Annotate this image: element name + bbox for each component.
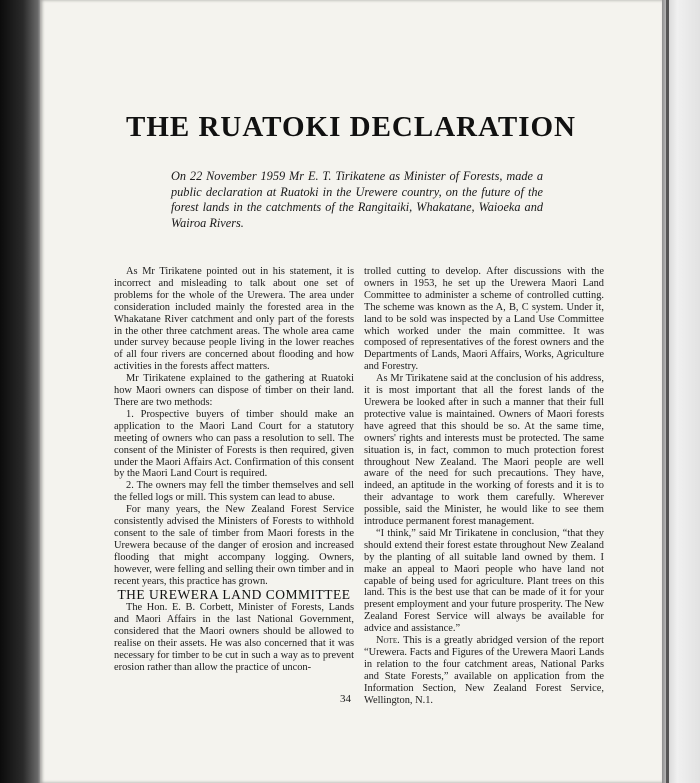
body-paragraph: 2. The owners may fell the timber themselves and sell the felled logs or mill. This system can lead to abuse. xyxy=(114,480,354,504)
scan-edge-right xyxy=(662,0,700,783)
scan-shadow-left xyxy=(0,0,42,783)
right-column xyxy=(364,266,604,707)
body-paragraph: As Mr Tirikatene pointed out in his statement, it is incorrect and misleading to talk about one set of problems for the whole of the Urewera. The area under consideration included mainly the forested area in the Whakatane River catchment and only part of the forests in the other three catchment areas. The whole area came under survey because people living in the lower reaches of all four rivers are concerned about flooding and how activities in the forests affect matters. xyxy=(114,266,354,373)
page-title: THE RUATOKI DECLARATION xyxy=(125,111,576,143)
note-text: This is a greatly abridged version of the report “Urewera. Facts and Figures of the Urewera Maori Lands in relation to the four catchment areas, National Parks and State Forests,” available on application from the Information Section, New Zealand Forest Service, Wellington, N.1. xyxy=(364,635,604,706)
body-paragraph: For many years, the New Zealand Forest Service consistently advised the Ministers of Forests to withhold consent to the sale of timber from Maori forests in the Urewera because of the danger of erosion and increased flooding that might accompany logging. Owners, however, were felling and selling their own timber and in recent years, this practice has grown. xyxy=(114,504,354,587)
section-heading: THE UREWERA LAND COMMITTEE xyxy=(117,587,351,603)
body-paragraph: “I think,” said Mr Tirikatene in conclusion, “that they should extend their forest estate throughout New Zealand by the planting of all suitable land owned by them. I make an appeal to Maori people who have land not capable of being used for agriculture. Plant trees on this land. This is the best use that can be made of it for your present employment and your future prosperity. The New Zealand Forest Service will always be available for advice and assistance.” xyxy=(364,527,604,635)
note-paragraph xyxy=(364,635,604,706)
page-edge-line xyxy=(666,0,669,783)
body-paragraph: Mr Tirikatene explained to the gathering at Ruatoki how Maori owners can dispose of timber on their land. There are two methods: xyxy=(114,373,354,408)
intro-paragraph: On 22 November 1959 Mr E. T. Tirikatene as Minister of Forests, made a public declaration at Ruatoki in the Urewere country, on the future of the forest lands in the catchments of the Rangitaiki, Whakatane, Waioeka and Wairoa Rivers. xyxy=(171,169,543,230)
body-paragraph: The Hon. E. B. Corbett, Minister of Forests, Lands and Maori Affairs in the last National Government, considered that the Maori owners should be allowed to realise on their assets. He was also concerned that it was necessary for timber to be cut in such a way as to prevent erosion rather than allow the practice of uncon- xyxy=(114,602,354,673)
body-paragraph: As Mr Tirikatene said at the conclusion of his address, it is most important that all the forest lands of the Urewera be looked after in such a manner that their full protective value is maintained. Owners of Maori forests have agreed that this should be so. At the same time, owners' rights and interests must be protected. The same situation is, in fact, common to much protection forest throughout New Zealand. The Maori people are well aware of the need for such precautions. They have, indeed, an aptitude in the working of forests and it is to their advantage to work them carefully. Wherever possible, said the Minister, he would like to see them introduce permanent forest management. xyxy=(364,373,604,528)
page-number: 34 xyxy=(340,693,351,705)
body-paragraph: 1. Prospective buyers of timber should make an application to the Maori Land Court for a statutory meeting of owners who can pass a resolution to sell. The consent of the Minister of Forests is then required, given under the Maori Affairs Act. Confirmation of this consent by the Maori Land Court is required. xyxy=(114,408,354,480)
note-label: Note. xyxy=(376,635,400,647)
body-paragraph: trolled cutting to develop. After discussions with the owners in 1953, he set up the Urewera Maori Land Committee to administer a scheme of controlled cutting. The scheme was known as the A, B, C system. Under it, land to be sold was inspected by a Land Use Committee which worked under the main committee. It was composed of representatives of the forest owners and the Departments of Lands, Maori Affairs, Works, Agriculture and Forestry. xyxy=(364,266,604,373)
left-column xyxy=(114,266,354,674)
